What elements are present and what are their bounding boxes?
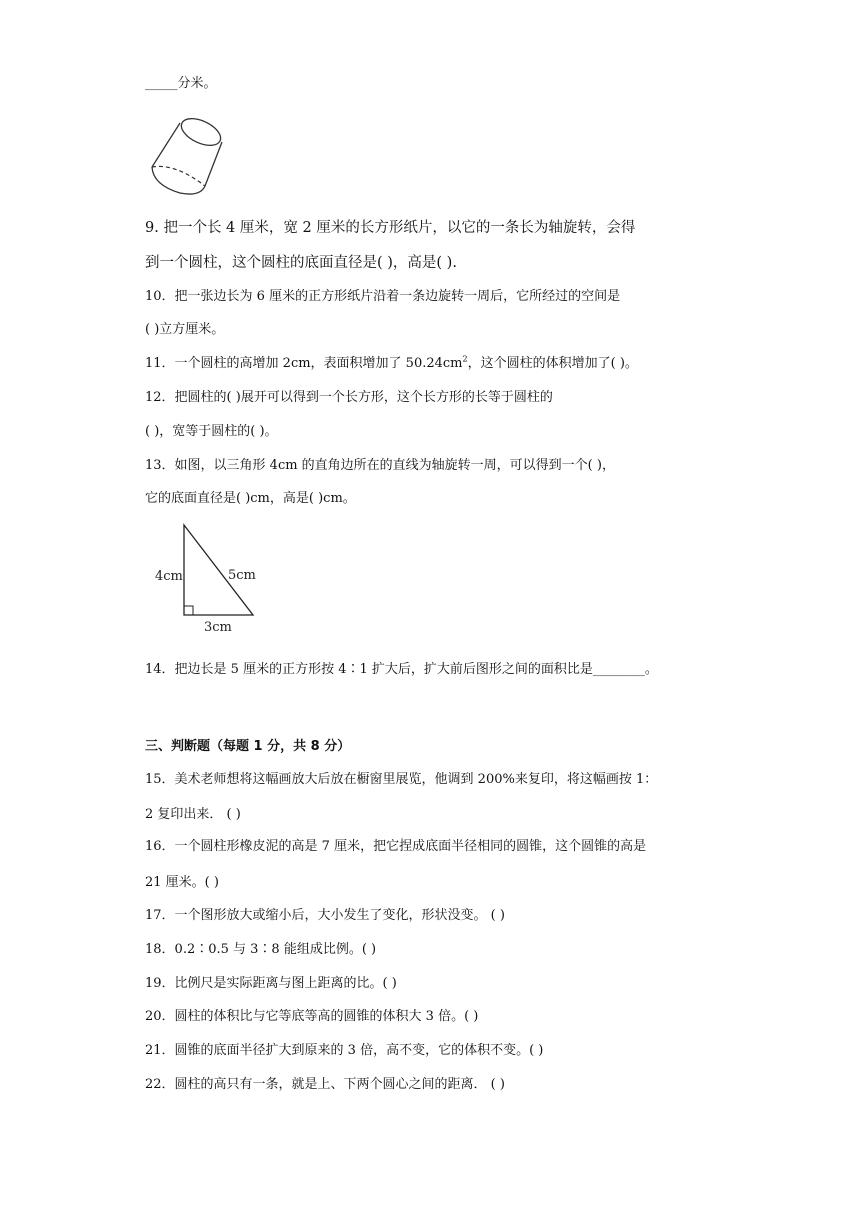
question-9-line-1: 9. 把一个长 4 厘米，宽 2 厘米的长方形纸片，以它的一条长为轴旋转，会得: [145, 220, 636, 236]
question-13-line-1: 13．如图，以三角形 4cm 的直角边所在的直线为轴旋转一周，可以得到一个( )，: [145, 458, 615, 473]
question-20: 20．圆柱的体积比与它等底等高的圆锥的体积大 3 倍。( ): [145, 1009, 479, 1024]
slanted-cylinder-figure: [145, 105, 235, 200]
label-4cm: 4cm: [155, 569, 183, 584]
answer-blank-decimeter: _____分米。: [145, 76, 217, 91]
question-12-line-1: 12．把圆柱的( )展开可以得到一个长方形，这个长方形的长等于圆柱的: [145, 390, 553, 405]
question-10-line-2: ( )立方厘米。: [145, 322, 225, 337]
question-18: 18．0.2∶0.5 与 3∶8 能组成比例。( ): [145, 942, 377, 957]
label-3cm: 3cm: [204, 620, 232, 635]
question-11: [145, 355, 638, 373]
question-16-line-1: 16．一个圆柱形橡皮泥的高是 7 厘米，把它捏成底面半径相同的圆锥，这个圆锥的高是: [145, 839, 647, 854]
question-12-line-2: ( )，宽等于圆柱的( )。: [145, 424, 278, 439]
question-17: 17．一个图形放大或缩小后，大小发生了变化，形状没变。 ( ): [145, 908, 505, 923]
question-14: 14．把边长是 5 厘米的正方形按 4∶1 扩大后，扩大前后图形之间的面积比是________。: [145, 662, 658, 677]
superscript-2: 2: [462, 354, 468, 364]
question-16-line-2: 21 厘米。( ): [145, 875, 219, 890]
question-15-line-1: 15．美术老师想将这幅画放大后放在橱窗里展览，他调到 200%来复印，将这幅画按 1：: [145, 772, 658, 787]
right-triangle-figure: [145, 520, 275, 640]
question-10-line-1: 10．把一张边长为 6 厘米的正方形纸片沿着一条边旋转一周后，它所经过的空间是: [145, 289, 621, 304]
question-15-line-2: 2 复印出来． ( ): [145, 807, 241, 822]
question-13-line-2: 它的底面直径是( )cm，高是( )cm。: [145, 491, 356, 506]
question-19: 19．比例尺是实际距离与图上距离的比。( ): [145, 976, 397, 991]
question-11-part-2: ，这个圆柱的体积增加了( )。: [467, 356, 638, 371]
question-11-part-1: 11．一个圆柱的高增加 2cm，表面积增加了 50.24cm: [145, 356, 463, 371]
label-5cm: 5cm: [228, 568, 256, 583]
question-21: 21．圆锥的底面半径扩大到原来的 3 倍，高不变，它的体积不变。( ): [145, 1043, 544, 1058]
section-3-heading: 三、判断题（每题 1 分，共 8 分）: [145, 739, 351, 754]
question-22: 22．圆柱的高只有一条，就是上、下两个圆心之间的距离． ( ): [145, 1077, 505, 1092]
question-9-line-2: 到一个圆柱，这个圆柱的底面直径是( )，高是( ).: [145, 255, 457, 271]
